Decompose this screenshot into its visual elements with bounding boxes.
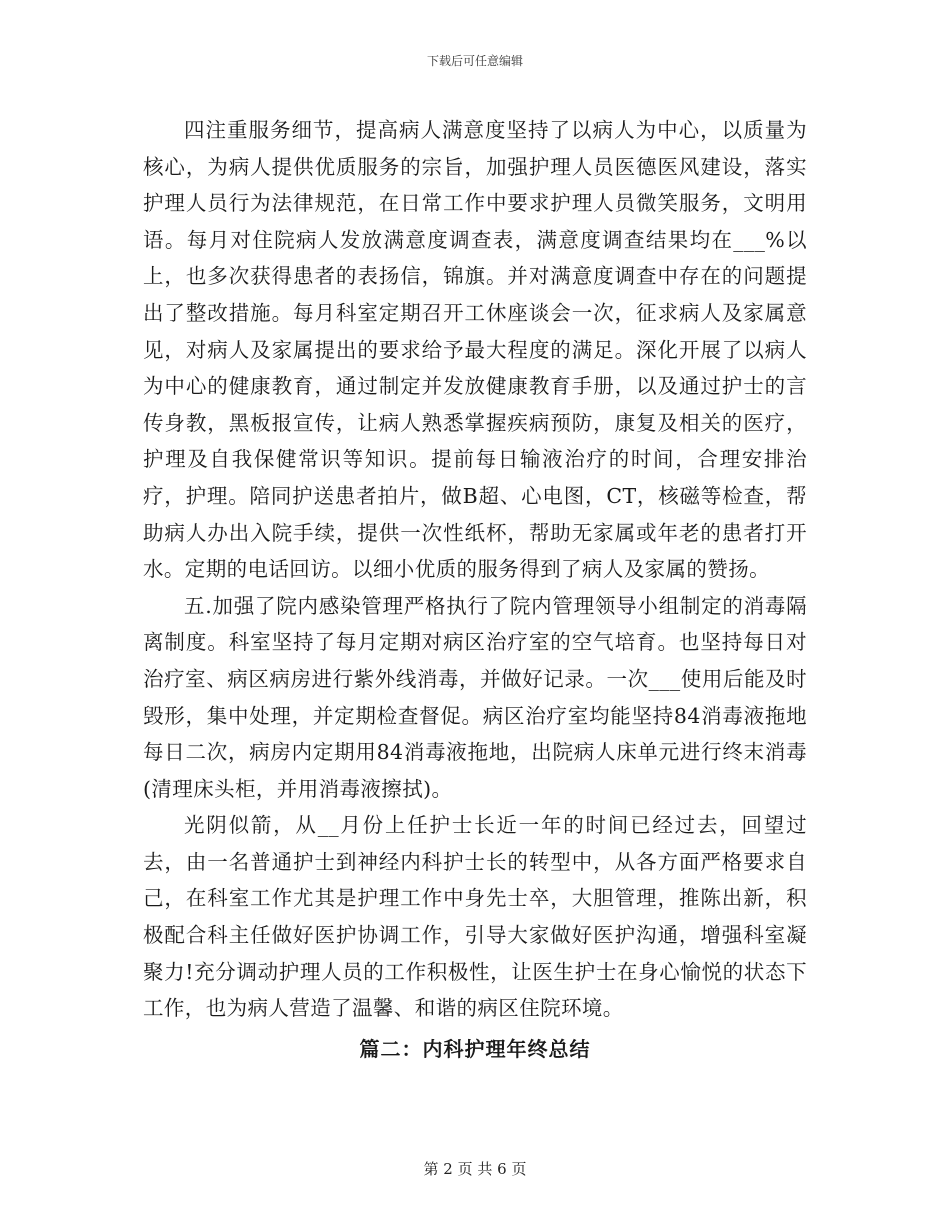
paragraph-infection-control: 五.加强了院内感染管理严格执行了院内管理领导小组制定的消毒隔离制度。科室坚持了每月定期对病区治疗室的空气培育。也坚持每日对治疗室、病区病房进行紫外线消毒，并做好记录。一次___使用后能及时毁形，集中处理，并定期检查督促。病区治疗室均能坚持84消毒液拖地每日二次，病房内定期用84消毒液拖地，出院病人床单元进行终末消毒(清理床头柜，并用消毒液擦拭)。: [143, 593, 807, 801]
page-header: 下载后可任意编辑: [426, 54, 523, 68]
section-title: 篇二：内科护理年终总结: [359, 1036, 591, 1061]
page-number: 第 2 页 共 6 页: [423, 1160, 527, 1178]
paragraph-year-reflection: 光阴似箭，从__月份上任护士长近一年的时间已经过去，回望过去，由一名普通护士到神经内科护士长的转型中，从各方面严格要求自己，在科室工作尤其是护理工作中身先士卒，大胆管理，推陈出新，积极配合科主任做好医护协调工作，引导大家做好医护沟通，增强科室凝聚力!充分调动护理人员的工作积极性，让医生护士在身心愉悦的状态下工作，也为病人营造了温馨、和谐的病区住院环境。: [143, 813, 807, 1021]
document-body: [143, 112, 807, 1067]
paragraph-service-details: 四注重服务细节，提高病人满意度坚持了以病人为中心，以质量为核心，为病人提供优质服务的宗旨，加强护理人员医德医风建设，落实护理人员行为法律规范，在日常工作中要求护理人员微笑服务，文明用语。每月对住院病人发放满意度调查表，满意度调查结果均在___%以上，也多次获得患者的表扬信，锦旗。并对满意度调查中存在的问题提出了整改措施。每月科室定期召开工休座谈会一次，征求病人及家属意见，对病人及家属提出的要求给予最大程度的满足。深化开展了以病人为中心的健康教育，通过制定并发放健康教育手册，以及通过护士的言传身教，黑板报宣传，让病人熟悉掌握疾病预防，康复及相关的医疗，护理及自我保健常识等知识。提前每日输液治疗的时间，合理安排治疗，护理。陪同护送患者拍片，做B超、心电图，CT，核磁等检查，帮助病人办出入院手续，提供一次性纸杯，帮助无家属或年老的患者打开水。定期的电话回访。以细小优质的服务得到了病人及家属的赞扬。: [143, 118, 807, 582]
